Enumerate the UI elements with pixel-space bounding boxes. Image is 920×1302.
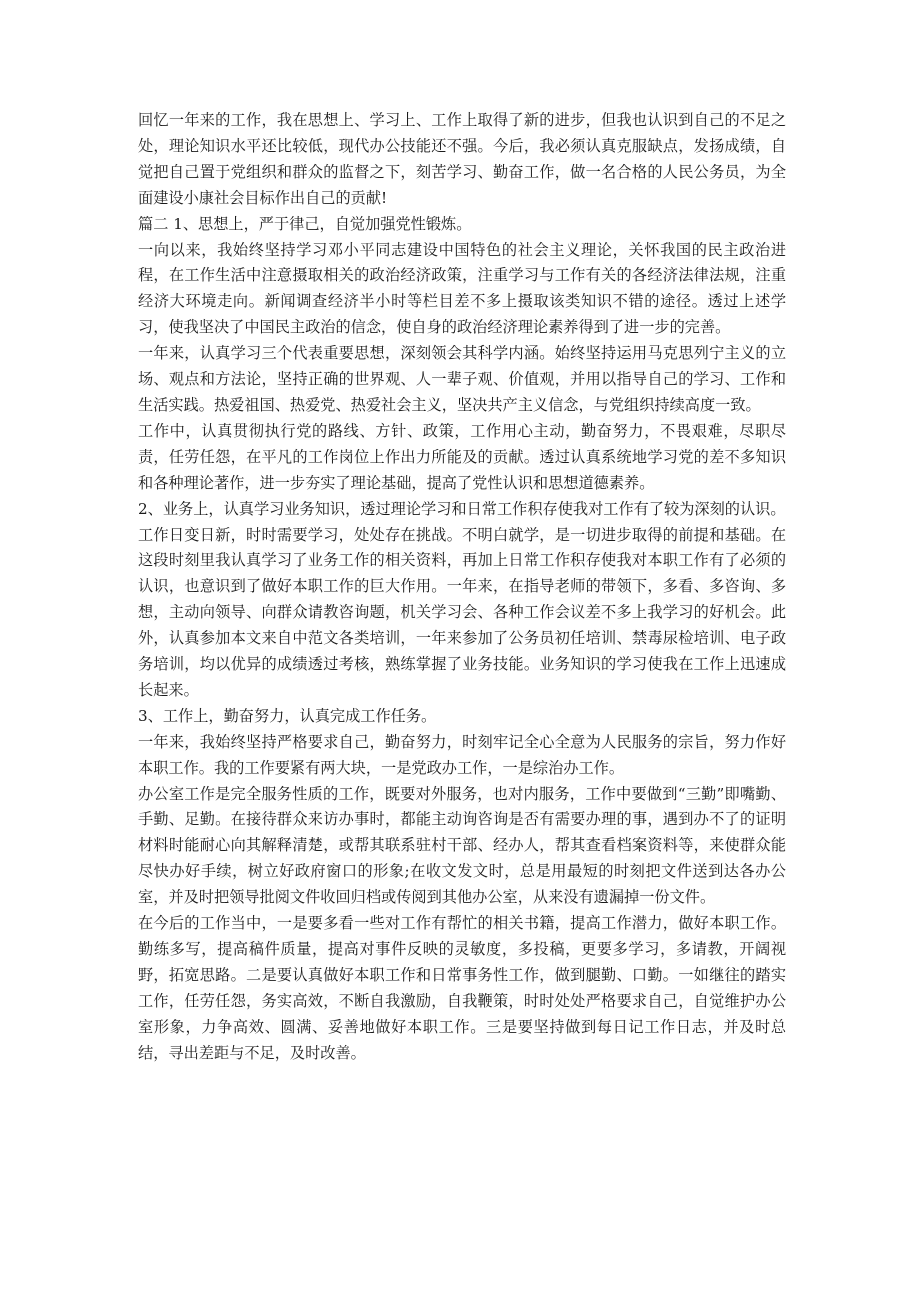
paragraph-three-represents: 一年来，认真学习三个代表重要思想，深刻领会其科学内涵。始终坚持运用马克思列宁主义的立场、观点和方法论，坚持正确的世界观、人一辈子观、价值观，并用以指导自己的学习、工作和生活实践。热爱祖国、热爱党、热爱社会主义，坚决共产主义信念，与党组织持续高度一致。 xyxy=(138,344,786,414)
paragraph-review: 回忆一年来的工作，我在思想上、学习上、工作上取得了新的进步，但我也认识到自己的不足之处，理论知识水平还比较低，现代办公技能还不强。今后，我必须认真克服缺点，发扬成绩，自觉把自己置于党组织和群众的监督之下，刻苦学习、勤奋工作，做一名合格的人民公务员，为全面建设小康社会目标作出自己的贡献! xyxy=(138,111,786,207)
paragraph-theory-study: 一向以来，我始终坚持学习邓小平同志建设中国特色的社会主义理论，关怀我国的民主政治进程，在工作生活中注意摄取相关的政治经济政策，注重学习与工作有关的各经济法律法规，注重经济大环境走向。新闻调查经济半小时等栏目差不多上摄取该类知识不错的途径。透过上述学习，使我坚决了中国民主政治的信念，使自身的政治经济理论素养得到了进一步的完善。 xyxy=(138,240,786,337)
paragraph-future-plan: 在今后的工作当中，一是要多看一些对工作有帮忙的相关书籍，提高工作潜力，做好本职工作。勤练多写，提高稿件质量，提高对事件反映的灵敏度，多投稿，更要多学习，多请教，开阔视野，拓宽思路。二是要认真做好本职工作和日常事务性工作，做到腿勤、口勤。一如继往的踏实工作，任劳任怨，务实高效，不断自我激励，自我鞭策，时时处处严格要求自己，自觉维护办公室形象，力争高效、圆满、妥善地做好本职工作。三是要坚持做到每日记工作日志，并及时总结，寻出差距与不足，及时改善。 xyxy=(138,914,786,1062)
paragraph-office-work: 办公室工作是完全服务性质的工作，既要对外服务，也对内服务，工作中要做到“三勤”即嘴勤、手勤、足勤。在接待群众来访办事时，都能主动询咨询是否有需要办理的事，遇到办不了的证明材料时能耐心向其解释清楚，或帮其联系驻村干部、经办人，帮其查看档案资料等，来使群众能尽快办好手续，树立好政府窗口的形象;在收文发文时，总是用最短的时刻把文件送到达各办公室，并及时把领导批阅文件收回归档或传阅到其他办公室，从来没有遗漏掉一份文件。 xyxy=(138,784,786,907)
heading-ideology: 篇二 1、思想上，严于律己，自觉加强党性锻炼。 xyxy=(138,214,472,233)
heading-work: 3、工作上，勤奋努力，认真完成工作任务。 xyxy=(138,706,437,725)
paragraph-work-attitude: 工作中，认真贯彻执行党的路线、方针、政策，工作用心主动，勤奋努力，不畏艰难，尽职尽责，任劳任怨，在平凡的工作岗位上作出力所能及的贡献。透过认真系统地学习党的差不多知识和各种理论著作，进一步夯实了理论基础，提高了党性认识和思想道德素养。 xyxy=(138,421,786,492)
document-body xyxy=(138,108,786,1067)
paragraph-work-duties: 一年来，我始终坚持严格要求自己，勤奋努力，时刻牢记全心全意为人民服务的宗旨，努力作好本职工作。我的工作要紧有两大块，一是党政办工作，一是综治办工作。 xyxy=(138,732,786,777)
paragraph-business-learning: 工作日变日新，时时需要学习，处处存在挑战。不明白就学，是一切进步取得的前提和基础。在这段时刻里我认真学习了业务工作的相关资料，再加上日常工作积存使我对本职工作有了必须的认识，也意识到了做好本职工作的巨大作用。一年来，在指导老师的带领下，多看、多咨询、多想，主动向领导、向群众请教咨询题，机关学习会、各种工作会议差不多上我学习的好机会。此外，认真参加本文来自中范文各类培训，一年来参加了公务员初任培训、禁毒尿检培训、电子政务培训，均以优异的成绩透过考核，熟练掌握了业务技能。业务知识的学习使我在工作上迅速成长起来。 xyxy=(138,525,786,699)
heading-business: 2、业务上，认真学习业务知识，透过理论学习和日常工作积存使我对工作有了较为深刻的认识。 xyxy=(138,499,786,518)
